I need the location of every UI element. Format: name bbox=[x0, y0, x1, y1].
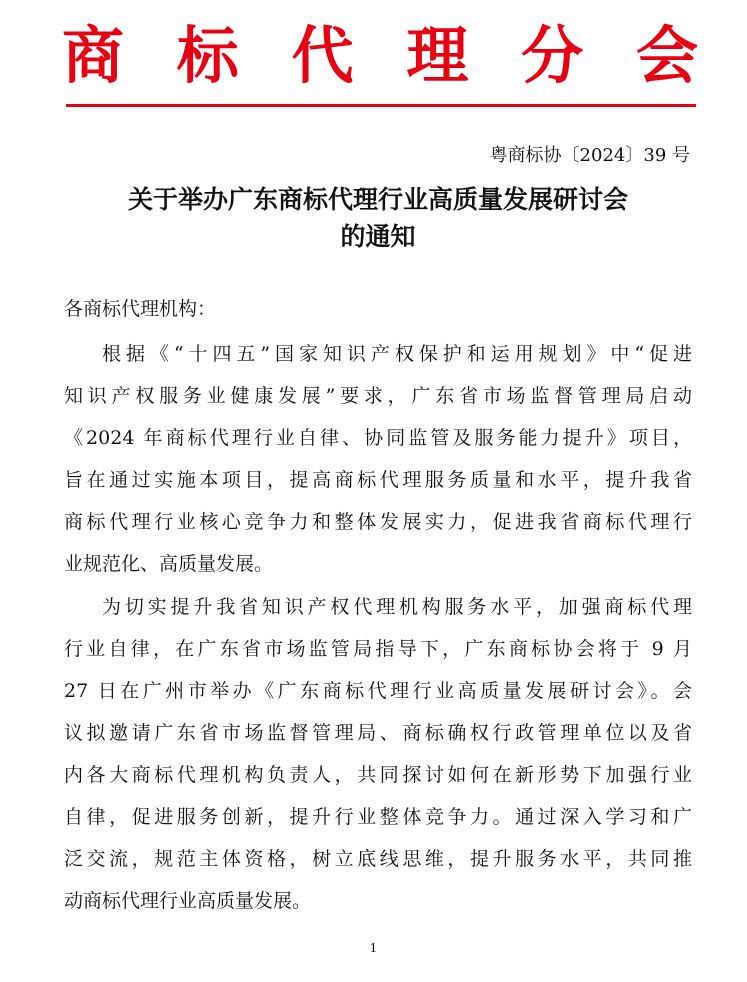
paragraph-1-line: 旨在通过实施本项目，提高商标代理服务质量和水平，提升我省 bbox=[64, 469, 692, 491]
paragraph-2-line: 行业自律，在广东省市场监管局指导下，广东商标协会将于 9 月 bbox=[64, 638, 692, 660]
paragraph-2-line: 议拟邀请广东省市场监督管理局、商标确权行政管理单位以及省 bbox=[64, 722, 692, 744]
paragraph-1-line: 根据《“十四五”国家知识产权保护和运用规划》中“促进 bbox=[102, 343, 692, 365]
masthead-char: 商 bbox=[62, 19, 125, 92]
paragraph-2-line: 自律，促进服务创新，提升行业整体竞争力。通过深入学习和广 bbox=[64, 806, 692, 828]
title-line: 的通知 bbox=[340, 222, 416, 251]
paragraph-1-line: 知识产权服务业健康发展”要求，广东省市场监督管理局启动 bbox=[64, 385, 692, 407]
paragraph-1-line: 业规范化、高质量发展。 bbox=[64, 553, 274, 575]
masthead-char: 会 bbox=[635, 19, 698, 92]
paragraph-2-line: 为切实提升我省知识产权代理机构服务水平，加强商标代理 bbox=[102, 596, 692, 618]
paragraph-2-line: 泛交流，规范主体资格，树立底线思维，提升服务水平，共同推 bbox=[64, 848, 692, 870]
document-number: 粤商标协〔2024〕39 号 bbox=[489, 145, 690, 166]
masthead-char: 理 bbox=[406, 19, 469, 92]
paragraph-2-line: 27 日在广州市举办《广东商标代理行业高质量发展研讨会》。会 bbox=[64, 680, 692, 702]
paragraph-2-line: 内各大商标代理机构负责人，共同探讨如何在新形势下加强行业 bbox=[64, 764, 692, 786]
title-line: 关于举办广东商标代理行业高质量发展研讨会 bbox=[127, 185, 628, 214]
paragraph-1-line: 商标代理行业核心竞争力和整体发展实力，促进我省商标代理行 bbox=[64, 511, 692, 533]
paragraph-2-line: 动商标代理行业高质量发展。 bbox=[64, 890, 312, 912]
masthead-char: 分 bbox=[521, 19, 584, 92]
letterhead-red-rule bbox=[66, 104, 696, 107]
masthead-char: 代 bbox=[291, 19, 354, 92]
document-title bbox=[58, 181, 698, 255]
letterhead-masthead bbox=[62, 16, 698, 96]
masthead-char: 标 bbox=[176, 19, 239, 92]
salutation: 各商标代理机构： bbox=[64, 298, 217, 320]
paragraph-1-line: 《2024 年商标代理行业自律、协同监管及服务能力提升》项目， bbox=[64, 427, 692, 449]
page-number: 1 bbox=[369, 941, 378, 955]
